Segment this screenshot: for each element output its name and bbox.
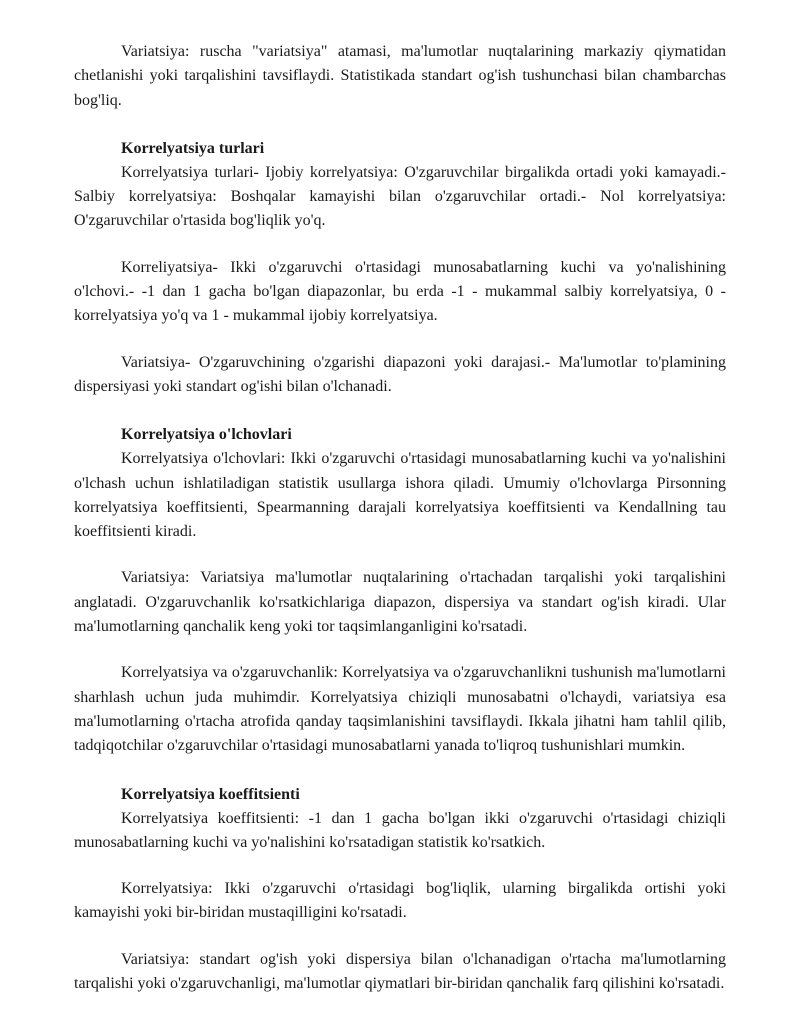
heading-korrelyatsiya-turlari: Korrelyatsiya turlari (121, 139, 265, 157)
heading-korrelyatsiya-koeffitsienti: Korrelyatsiya koeffitsienti (121, 785, 300, 803)
paragraph-variatsiya-intro: Variatsiya: ruscha "variatsiya" atamasi, ma'lumotlar nuqtalarining markaziy qiymatidan chetlanishi yoki tarqalishini tavsiflaydi. Statistikada standart og'ish tushunchasi bilan chambarchas bog'liq. (74, 43, 726, 109)
paragraph-korrelyatsiya-ozgaruvchanlik: Korrelyatsiya va o'zgaruvchanlik: Korrelyatsiya va o'zgaruvchanlikni tushunish ma'lumotlarni sharhlash uchun juda muhimdir. Korrelyatsiya chiziqli munosabatni o'lchaydi, variatsiya esa ma'lumotlarning o'rtacha atrofida qanday taqsimlanishini tavsiflaydi. Ikkala jihatni ham tahlil qilib, tadqiqotchilar o'zgaruvchilar o'rtasidagi munosabatlarni yanada to'liqroq tushunishlari mumkin. (74, 664, 726, 755)
paragraph-variatsiya-standart: Variatsiya: standart og'ish yoki dispersiya bilan o'lchanadigan o'rtacha ma'lumotlarning tarqalishi yoki o'zgaruvchanligi, ma'lumotlar qiymatlari bir-biridan qanchalik farq qilishini ko'rsatadi. (74, 950, 726, 993)
paragraph-korrelyatsiya-turlari: Korrelyatsiya turlari- Ijobiy korrelyatsiya: O'zgaruvchilar birgalikda ortadi yoki kamayadi.- Salbiy korrelyatsiya: Boshqalar kamayishi bilan o'zgaruvchilar ortadi.- Nol korrelyatsiya: O'zgaruvchilar o'rtasida bog'liqlik yo'q. (74, 163, 726, 230)
paragraph-korrelyatsiya-olchovlari: Korrelyatsiya o'lchovlari: Ikki o'zgaruvchi o'rtasidagi munosabatlarning kuchi va yo'nalishini o'lchash uchun ishlatiladigan statistik usullarga ishora qiladi. Umumiy o'lchovlarga Pirsonning korrelyatsiya koeffitsienti, Spearmanning darajali korrelyatsiya koeffitsienti va Kendallning tau koeffitsienti kiradi. (74, 450, 726, 541)
paragraph-korrelyatsiya-boglilik: Korrelyatsiya: Ikki o'zgaruvchi o'rtasidagi bog'liqlik, ularning birgalikda ortishi yoki kamayishi yoki bir-biridan mustaqilligini ko'rsatadi. (74, 880, 726, 922)
paragraph-korrelyatsiya-koeffitsienti: Korrelyatsiya koeffitsienti: -1 dan 1 gacha bo'lgan ikki o'zgaruvchi o'rtasidagi chiziqli munosabatlarning kuchi va yo'nalishini ko'rsatadigan statistik ko'rsatkich. (74, 809, 726, 851)
paragraph-variatsiya-diapazon: Variatsiya- O'zgaruvchining o'zgarishi diapazoni yoki darajasi.- Ma'lumotlar to'plamining dispersiyasi yoki standart og'ishi bilan o'lchanadi. (74, 353, 726, 395)
heading-korrelyatsiya-olchovlari: Korrelyatsiya o'lchovlari (121, 426, 292, 444)
paragraph-variatsiya-tarqalish: Variatsiya: Variatsiya ma'lumotlar nuqtalarining o'rtachadan tarqalishi yoki tarqalishini anglatadi. O'zgaruvchanlik ko'rsatkichlariga diapazon, dispersiya va standart og'ish kiradi. Ular ma'lumotlarning qanchalik keng yoki tor taqsimlanganligini ko'rsatadi. (74, 569, 726, 636)
paragraph-korreliyatsiya: Korreliyatsiya- Ikki o'zgaruvchi o'rtasidagi munosabatlarning kuchi va yo'nalishining o'lchovi.- -1 dan 1 gacha bo'lgan diapazonlar, bu erda -1 - mukammal salbiy korrelyatsiya, 0 - korrelyatsiya yo'q va 1 - mukammal ijobiy korrelyatsiya. (74, 258, 726, 325)
